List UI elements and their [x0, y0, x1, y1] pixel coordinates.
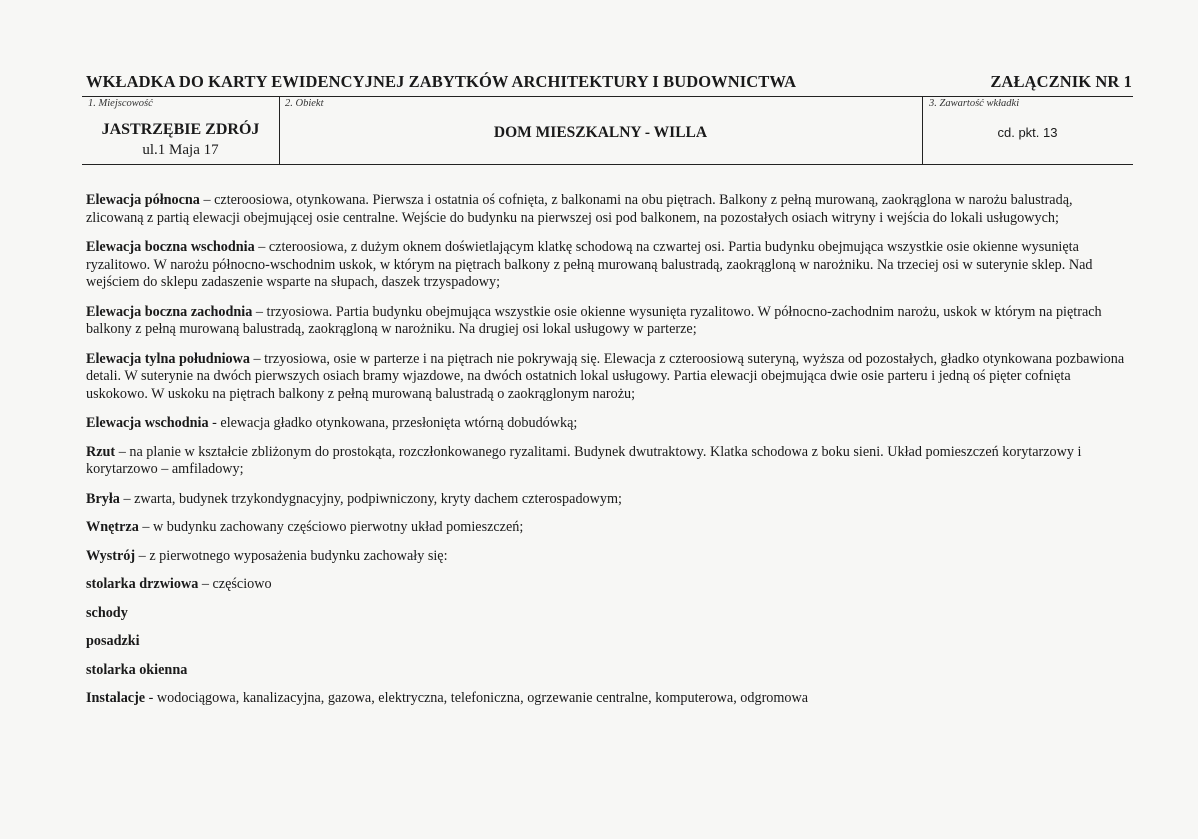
object-label: 2. Obiekt: [285, 98, 324, 109]
section-term: Wnętrza: [86, 519, 139, 535]
section-term: Elewacja tylna południowa: [86, 350, 250, 367]
header-bottom-rule: [82, 164, 1133, 165]
section-term: Elewacja północna: [86, 192, 200, 208]
object-value: DOM MIESZKALNY - WILLA: [493, 124, 708, 141]
section-text: – trzyosiowa, osie w parterze i na piętrach nie pokrywają się. Elewacja z czteroosiową suteryną, wyższa od pozostałych, gładko otynkowana pozbawiona detali. W suterynie na dwóch pierwszych osiach bramy wjazdowe, na dwóch ostatnich lokal usługowy. Partia elewacji obejmująca dwie osie parteru i jedną oś pięter cofnięta uskokowo. W uskoku na piętrach balkony z pełną murowaną balustradą o zaokrąglonym narożu;: [86, 350, 1125, 402]
section-north-elevation: [86, 192, 1132, 227]
section-installations: [86, 690, 1132, 708]
section-text: – trzyosiowa. Partia budynku obejmująca wszystkie osie okienne wysunięta ryzalitowo. W północno-zachodnim narożu, uskok w którym na piętrach balkony z pełną murowaną balustradą, zaokrągloną w narożniku. Na drugiej osi lokal usługowy w parterze;: [86, 303, 1102, 337]
section-term: Rzut: [86, 443, 116, 460]
section-text: – czteroosiowa, z dużym oknem doświetlającym klatkę schodową na czwartej osi. Partia budynku obejmująca wszystkie osie okienne wysunięta ryzalitowo. W narożu północno-wschodnim uskok, w którym na piętrach balkony z pełną murowaną balustradą, zaokrągloną w narożniku. Na trzeciej osi w suterynie sklep. Nad wejściem do sklepu zadaszenie wsparte na słupach, daszek trzyspadowy;: [86, 239, 1093, 290]
section-text: – zwarta, budynek trzykondygnacyjny, podpiwniczony, kryty dachem czterospadowym;: [119, 490, 622, 507]
section-window-joinery: [86, 662, 1132, 680]
section-text: – w budynku zachowany częściowo pierwotny układ pomieszczeń;: [138, 519, 524, 535]
section-text: – częściowo: [198, 576, 272, 592]
section-interiors: [86, 519, 1132, 537]
section-term: Instalacje: [86, 690, 146, 706]
section-floors: [86, 633, 1132, 651]
section-door-joinery: [86, 576, 1132, 594]
locality-value: JASTRZĘBIE ZDRÓJ: [101, 121, 260, 138]
contents-label: 3. Zawartość wkładki: [929, 98, 1020, 109]
section-term: Elewacja wschodnia: [86, 415, 209, 431]
contents-value: cd. pkt. 13: [997, 125, 1058, 140]
address-value: ul.1 Maja 17: [142, 142, 219, 158]
section-plan: [86, 444, 1132, 479]
section-east-side-elevation: [86, 239, 1132, 292]
section-stairs: [86, 605, 1132, 623]
section-text: – czteroosiowa, otynkowana. Pierwsza i ostatnia oś cofnięta, z balkonami na obu piętrach. Balkony z pełną murowaną, zaokrąglona w narożu balustradą, zlicowaną z partią elewacji obejmującej osie centralne. Wejście do budynku na pierwszej osi pod balkonem, na pozostałych osiach witryny i wejścia do lokali usługowych;: [86, 192, 1073, 226]
section-term: stolarka drzwiowa: [86, 576, 199, 592]
section-text: – na planie w kształcie zbliżonym do prostokąta, rozczłonkowanego ryzalitami. Budynek dwutraktowy. Klatka schodowa z boku sieni. Układ pomieszczeń korytarzowy i korytarzowo – amfiladowy;: [86, 443, 1082, 477]
section-massing: [86, 491, 1132, 509]
description-body: [86, 192, 1132, 719]
header-top-rule: [82, 96, 1133, 97]
section-term: Elewacja boczna zachodnia: [86, 303, 253, 320]
locality-label: 1. Miejscowość: [88, 98, 153, 109]
section-east-elevation: [86, 415, 1132, 433]
annex-number: ZAŁĄCZNIK NR 1: [990, 72, 1132, 91]
header: [86, 72, 1132, 92]
section-text: - wodociągowa, kanalizacyjna, gazowa, elektryczna, telefoniczna, ogrzewanie centralne, komputerowa, odgromowa: [145, 690, 809, 706]
section-furnishing: [86, 548, 1132, 566]
section-term: stolarka okienna: [86, 661, 188, 678]
section-term: Elewacja boczna wschodnia: [86, 239, 255, 255]
document-title: WKŁADKA DO KARTY EWIDENCYJNEJ ZABYTKÓW ARCHITEKTURY I BUDOWNICTWA: [86, 72, 797, 91]
section-term: posadzki: [86, 633, 140, 649]
section-west-side-elevation: [86, 304, 1132, 339]
section-text: - elewacja gładko otynkowana, przesłonięta wtórną dobudówką;: [208, 415, 578, 431]
section-term: Bryła: [86, 490, 120, 507]
section-term: schody: [86, 604, 128, 621]
section-south-rear-elevation: [86, 351, 1132, 404]
section-term: Wystrój: [86, 547, 136, 564]
section-text: – z pierwotnego wyposażenia budynku zachowały się:: [135, 547, 448, 564]
